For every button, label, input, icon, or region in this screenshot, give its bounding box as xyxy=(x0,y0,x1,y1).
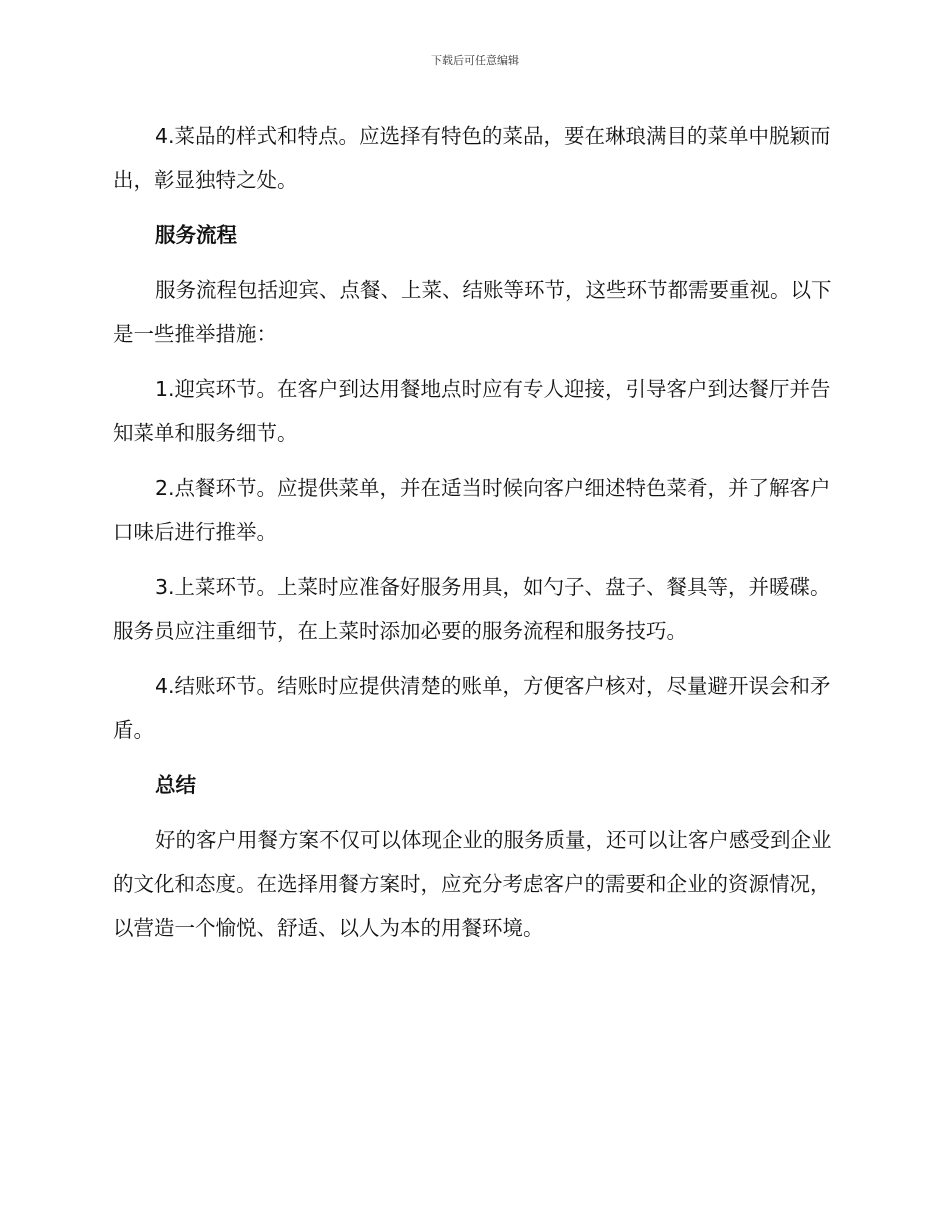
paragraph-ordering: 2.点餐环节。应提供菜单，并在适当时候向客户细述特色菜肴，并了解客户口味后进行推举。 xyxy=(113,476,831,544)
paragraph-checkout: 4.结账环节。结账时应提供清楚的账单，方便客户核对，尽量避开误会和矛盾。 xyxy=(113,674,831,742)
paragraph-greeting: 1.迎宾环节。在客户到达用餐地点时应有专人迎接，引导客户到达餐厅并告知菜单和服务细节。 xyxy=(113,377,831,445)
section-heading-summary: 总结 xyxy=(155,773,196,797)
paragraph-serving: 3.上菜环节。上菜时应准备好服务用具，如勺子、盘子、餐具等，并暖碟。服务员应注重细节，在上菜时添加必要的服务流程和服务技巧。 xyxy=(113,575,831,643)
paragraph-service-overview: 服务流程包括迎宾、点餐、上菜、结账等环节，这些环节都需要重视。以下是一些推举措施： xyxy=(113,278,832,346)
header-note: 下载后可任意编辑 xyxy=(431,54,519,67)
section-heading-service: 服务流程 xyxy=(155,223,237,247)
paragraph-dish-style: 4.菜品的样式和特点。应选择有特色的菜品，要在琳琅满目的菜单中脱颖而出，彰显独特之处。 xyxy=(113,124,831,192)
document-body xyxy=(113,114,833,961)
paragraph-summary: 好的客户用餐方案不仅可以体现企业的服务质量，还可以让客户感受到企业的文化和态度。在选择用餐方案时，应充分考虑客户的需要和企业的资源情况，以营造一个愉悦、舒适、以人为本的用餐环境。 xyxy=(113,828,832,940)
